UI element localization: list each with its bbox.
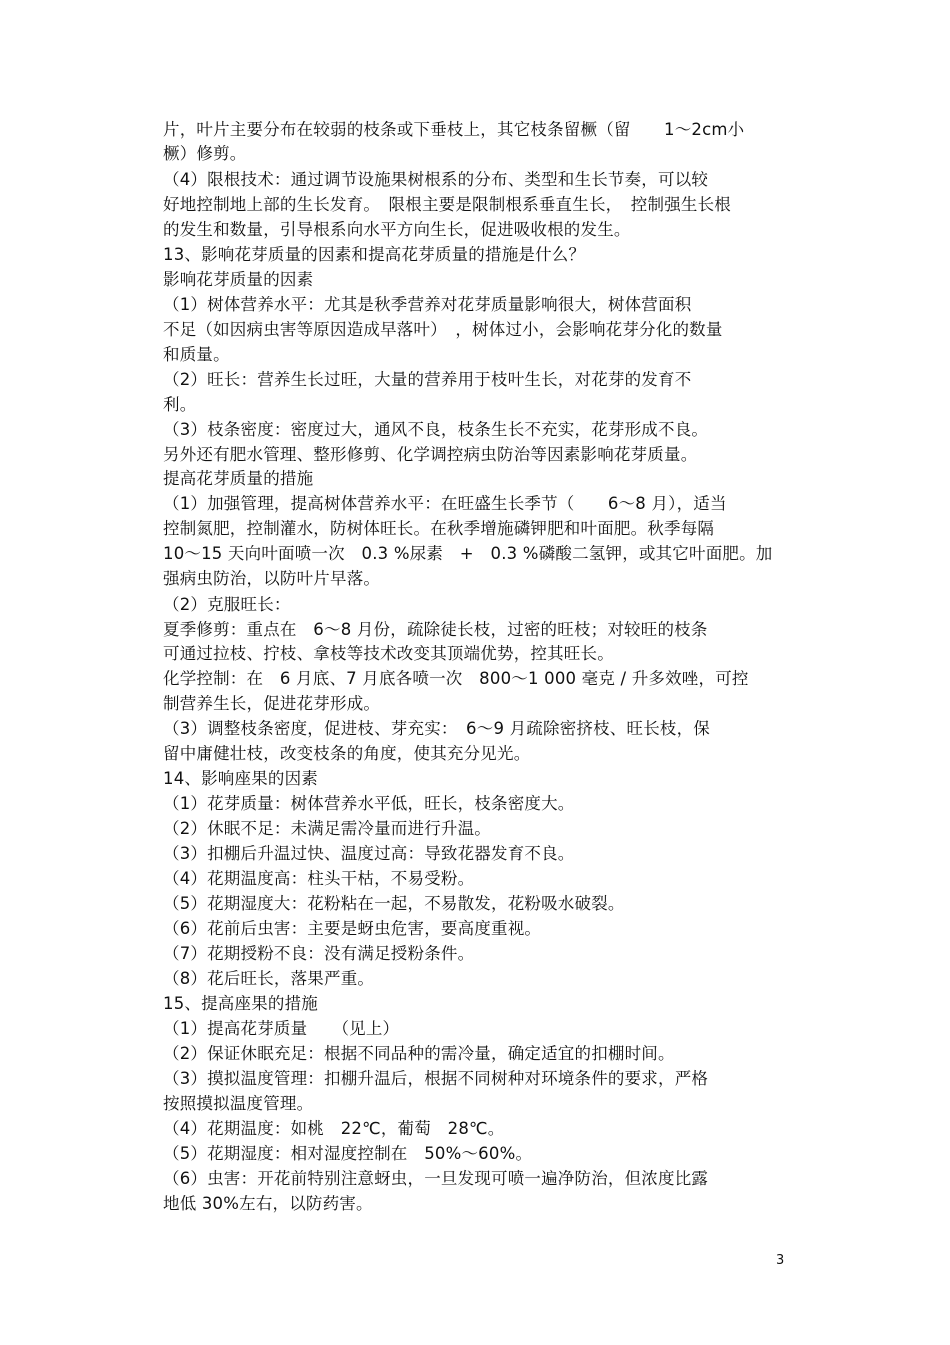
text-line: 不足（如因病虫害等原因造成早落叶） ，树体过小，会影响花芽分化的数量 <box>163 320 723 339</box>
text-line: 片，叶片主要分布在较弱的枝条或下垂枝上，其它枝条留橛（留 1～2cm小 <box>163 120 745 139</box>
text-line: 可通过拉枝、拧枝、拿枝等技术改变其顶端优势，控其旺长。 <box>163 644 614 663</box>
text-line: 14、影响座果的因素 <box>163 769 318 788</box>
text-line: 按照摸拟温度管理。 <box>163 1094 314 1113</box>
text-line: 15、提高座果的措施 <box>163 994 318 1013</box>
text-line: 橛）修剪。 <box>163 144 247 163</box>
text-line: 地低 30%左右，以防药害。 <box>163 1194 373 1213</box>
text-line: （1）树体营养水平：尤其是秋季营养对花芽质量影响很大，树体营面积 <box>163 295 692 314</box>
text-line: 控制氮肥，控制灌水，防树体旺长。在秋季增施磷钾肥和叶面肥。秋季每隔 <box>163 519 715 538</box>
text-line: （2）克服旺长： <box>163 595 291 614</box>
page-number: 3 <box>776 1253 785 1268</box>
text-line: 提高花芽质量的措施 <box>163 469 314 488</box>
text-line: （3）摸拟温度管理：扣棚升温后，根据不同树种对环境条件的要求，严格 <box>163 1069 709 1088</box>
text-line: 好地控制地上部的生长发育。 限根主要是限制根系垂直生长， 控制强生长根 <box>163 195 731 214</box>
text-line: 另外还有肥水管理、整形修剪、化学调控病虫防治等因素影响花芽质量。 <box>163 445 698 464</box>
text-line: 留中庸健壮枝，改变枝条的角度，使其充分见光。 <box>163 744 531 763</box>
text-line: （3）枝条密度：密度过大，通风不良，枝条生长不充实，花芽形成不良。 <box>163 420 709 439</box>
text-line: 夏季修剪：重点在 6～8 月份，疏除徒长枝，过密的旺枝；对较旺的枝条 <box>163 620 708 639</box>
text-line: （1）提高花芽质量 （见上） <box>163 1019 400 1038</box>
text-line: （2）保证休眠充足：根据不同品种的需冷量，确定适宜的扣棚时间。 <box>163 1044 675 1063</box>
text-line: （4）花期温度高：柱头干枯，不易受粉。 <box>163 869 475 888</box>
text-line: （3）调整枝条密度，促进枝、芽充实： 6～9 月疏除密挤枝、旺长枝，保 <box>163 719 710 738</box>
text-line: 利。 <box>163 395 197 414</box>
text-line: 和质量。 <box>163 345 230 364</box>
text-line: 13、影响花芽质量的因素和提高花芽质量的措施是什么？ <box>163 245 586 264</box>
text-line: （8）花后旺长，落果严重。 <box>163 969 375 988</box>
text-line: （6）花前后虫害：主要是蚜虫危害，要高度重视。 <box>163 919 542 938</box>
text-line: （1）加强管理，提高树体营养水平：在旺盛生长季节（ 6～8 月），适当 <box>163 494 727 513</box>
text-line: 10～15 天向叶面喷一次 0.3 %尿素 + 0.3 %磷酸二氢钾，或其它叶面肥。加 <box>163 544 773 563</box>
text-line: （6）虫害：开花前特别注意蚜虫，一旦发现可喷一遍净防治，但浓度比露 <box>163 1169 709 1188</box>
text-line: （7）花期授粉不良：没有满足授粉条件。 <box>163 944 475 963</box>
text-line: （4）花期温度：如桃 22℃，葡萄 28℃。 <box>163 1119 505 1138</box>
text-line: （2）休眠不足：未满足需冷量而进行升温。 <box>163 819 491 838</box>
text-line: 影响花芽质量的因素 <box>163 270 314 289</box>
text-line: 强病虫防治，以防叶片早落。 <box>163 569 381 588</box>
text-line: （4）限根技术：通过调节设施果树根系的分布、类型和生长节奏，可以较 <box>163 170 709 189</box>
text-line: （3）扣棚后升温过快、温度过高：导致花器发育不良。 <box>163 844 575 863</box>
text-line: （5）花期湿度大：花粉粘在一起，不易散发，花粉吸水破裂。 <box>163 894 625 913</box>
text-line: 制营养生长，促进花芽形成。 <box>163 694 381 713</box>
text-line: （5）花期湿度：相对湿度控制在 50%～60%。 <box>163 1144 533 1163</box>
text-line: （1）花芽质量：树体营养水平低，旺长，枝条密度大。 <box>163 794 575 813</box>
text-line: 的发生和数量，引导根系向水平方向生长，促进吸收根的发生。 <box>163 220 631 239</box>
text-line: （2）旺长：营养生长过旺，大量的营养用于枝叶生长，对花芽的发育不 <box>163 370 692 389</box>
text-line: 化学控制：在 6 月底、7 月底各喷一次 800～1 000 毫克 / 升多效唑，可控 <box>163 669 749 688</box>
